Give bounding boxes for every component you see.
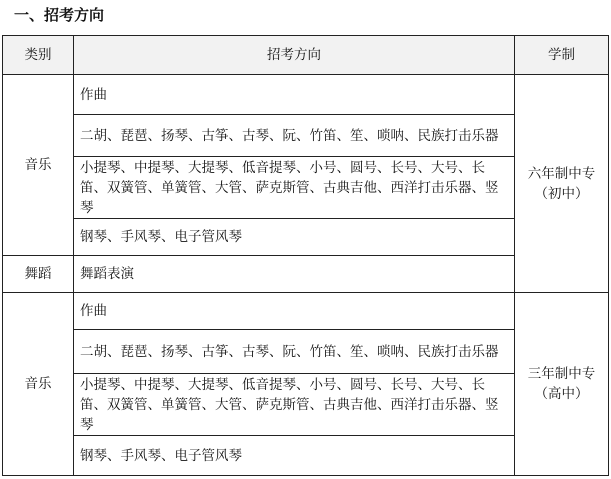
category-cell: 舞蹈	[3, 256, 74, 293]
direction-cell: 舞蹈表演	[74, 256, 515, 293]
duration-note: （初中）	[534, 185, 589, 202]
table-header-row	[3, 36, 609, 75]
section-heading: 一、招考方向	[14, 6, 105, 24]
direction-cell: 二胡、琵琶、扬琴、古筝、古琴、阮、竹笛、笙、唢呐、民族打击乐器	[74, 115, 515, 157]
duration-note: （高中）	[534, 386, 589, 402]
table-row	[3, 75, 609, 115]
duration-line: 六年制中专	[527, 165, 596, 182]
direction-cell: 二胡、琵琶、扬琴、古筝、古琴、阮、竹笛、笙、唢呐、民族打击乐器	[74, 330, 515, 374]
direction-cell: 小提琴、中提琴、大提琴、低音提琴、小号、圆号、长号、大号、长笛、双簧管、单簧管、大管、萨克斯管、古典吉他、西洋打击乐器、竖琴	[74, 374, 515, 436]
header-category: 类别	[3, 36, 74, 75]
admission-table	[2, 35, 609, 476]
header-direction: 招考方向	[74, 36, 515, 75]
direction-cell: 作曲	[74, 75, 515, 115]
header-duration: 学制	[515, 36, 609, 75]
category-cell: 音乐	[3, 75, 74, 256]
duration-cell	[515, 293, 609, 476]
direction-cell: 小提琴、中提琴、大提琴、低音提琴、小号、圆号、长号、大号、长笛、双簧管、单簧管、大管、萨克斯管、古典吉他、西洋打击乐器、竖琴	[74, 157, 515, 219]
direction-cell: 作曲	[74, 293, 515, 330]
duration-cell	[515, 75, 609, 293]
category-cell: 音乐	[3, 293, 74, 476]
duration-line: 三年制中专	[527, 366, 596, 382]
table-row	[3, 293, 609, 330]
direction-cell: 钢琴、手风琴、电子管风琴	[74, 436, 515, 476]
direction-cell: 钢琴、手风琴、电子管风琴	[74, 219, 515, 256]
